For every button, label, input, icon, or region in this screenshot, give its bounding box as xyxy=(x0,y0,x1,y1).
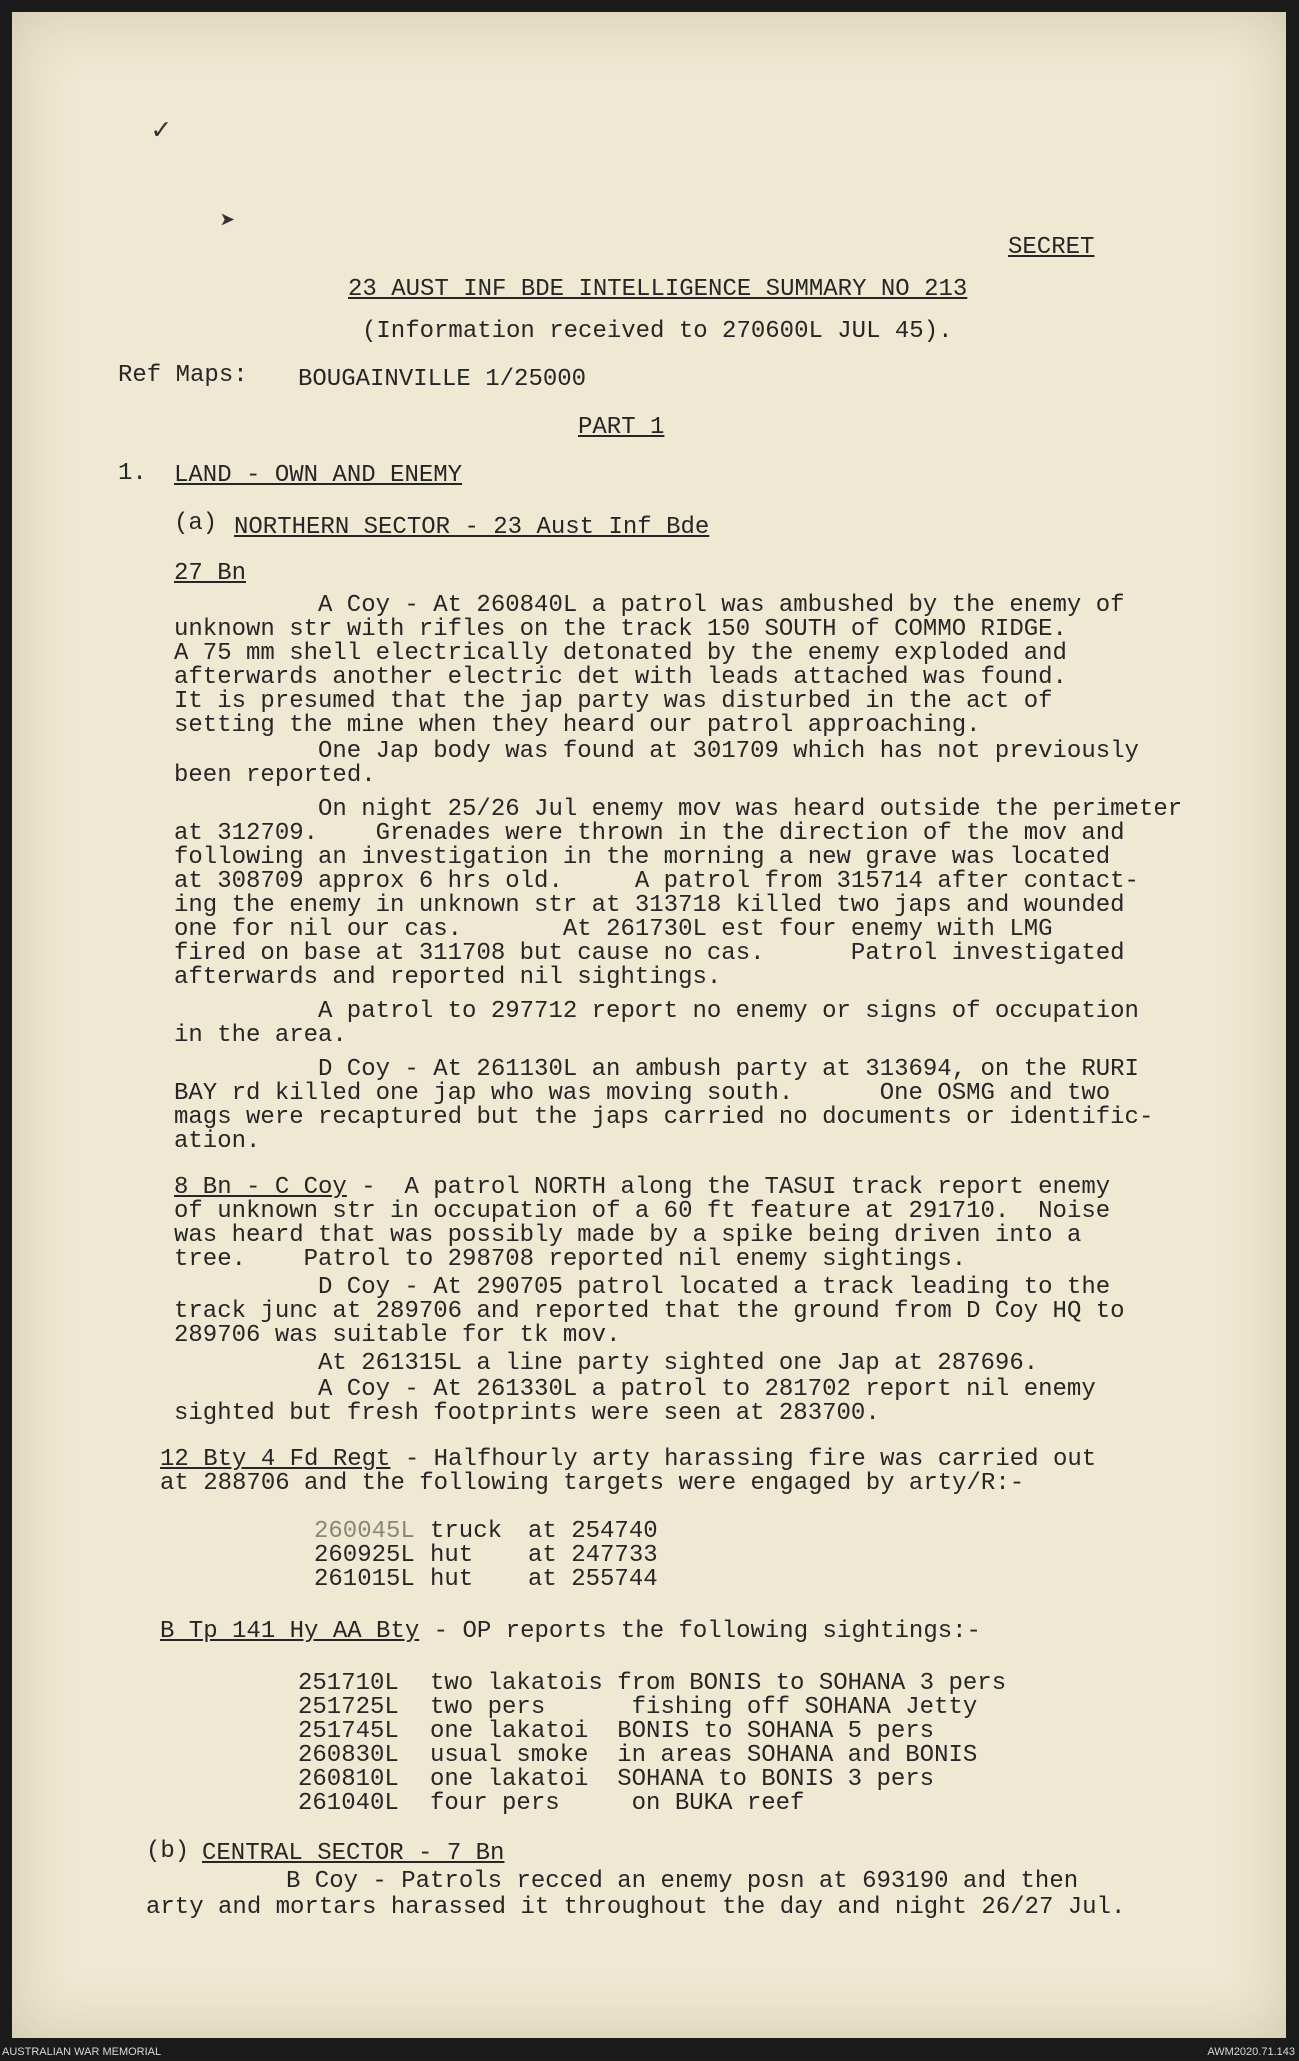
target-type: hut xyxy=(430,1566,474,1593)
bn8-dcoy-line: track junc at 289706 and reported that the ground from D Coy HQ to xyxy=(174,1298,1125,1325)
target-location: at 255744 xyxy=(528,1566,658,1593)
bn27-para3-line: fired on base at 311708 but cause no cas. Patrol investigated xyxy=(174,940,1125,967)
bn8-acoy-line: sighted but fresh footprints were seen at 283700. xyxy=(174,1400,880,1427)
bn27-para1-line: afterwards another electric det with leads attached was found. xyxy=(174,664,1067,691)
bn27-para1-line: unknown str with rifles on the track 150 SOUTH of COMMO RIDGE. xyxy=(174,616,1067,643)
document-title: 23 AUST INF BDE INTELLIGENCE SUMMARY NO 213 xyxy=(348,276,968,303)
target-time: 260045L xyxy=(314,1518,415,1545)
bn8-acoy-line: A Coy - At 261330L a patrol to 281702 report nil enemy xyxy=(318,1376,1096,1403)
bn27-para4-line: in the area. xyxy=(174,1022,347,1049)
bn27-para3-line: following an investigation in the morning a new grave was located xyxy=(174,844,1111,871)
bn27-para3-line: ing the enemy in unknown str at 313718 killed two japs and wounded xyxy=(174,892,1125,919)
ref-maps-label: Ref Maps: xyxy=(118,362,248,389)
bn8-first-line xyxy=(174,1176,1110,1200)
part-heading: PART 1 xyxy=(578,414,665,441)
sighting-time: 260810L xyxy=(298,1766,399,1793)
bn27-para1-line: setting the mine when they heard our patrol approaching. xyxy=(174,712,981,739)
target-time: 261015L xyxy=(314,1566,415,1593)
bty12-line2: at 288706 and the following targets were engaged by arty/R:- xyxy=(160,1470,1025,1497)
section-number: 1. xyxy=(118,460,147,487)
bn27-para5-line: mags were recaptured but the japs carried no documents or identific- xyxy=(174,1104,1154,1131)
sighting-time: 261040L xyxy=(298,1790,399,1817)
bn27-para2-line: been reported. xyxy=(174,762,376,789)
bn27-para5-line: BAY rd killed one jap who was moving south. One OSMG and two xyxy=(174,1080,1111,1107)
bn27-para1-line: A Coy - At 260840L a patrol was ambushed by the enemy of xyxy=(318,592,1125,619)
bn8-line-party: At 261315L a line party sighted one Jap at 287696. xyxy=(318,1350,1039,1377)
sighting-time: 251710L xyxy=(298,1670,399,1697)
document-page xyxy=(12,12,1286,2038)
bn27-para1-line: It is presumed that the jap party was disturbed in the act of xyxy=(174,688,1053,715)
classification-marking: SECRET xyxy=(1008,234,1095,261)
target-type: hut xyxy=(430,1542,474,1569)
bn27-para5-line: D Coy - At 261130L an ambush party at 313694, on the RURI xyxy=(318,1056,1139,1083)
target-location: at 247733 xyxy=(528,1542,658,1569)
bn8-dcoy-line: 289706 was suitable for tk mov. xyxy=(174,1322,621,1349)
btp141-first-line xyxy=(160,1620,981,1644)
subsection-a-heading: NORTHERN SECTOR - 23 Aust Inf Bde xyxy=(234,514,710,541)
sighting-text: one lakatoi BONIS to SOHANA 5 pers xyxy=(430,1718,935,1745)
bty12-line1-rest: - Halfhourly arty harassing fire was carried out xyxy=(390,1446,1097,1473)
pencil-arrow-mark: ➤ xyxy=(220,207,236,237)
sighting-time: 251725L xyxy=(298,1694,399,1721)
target-type: truck xyxy=(430,1518,503,1545)
ref-maps-value: BOUGAINVILLE 1/25000 xyxy=(298,366,587,393)
subsection-a-prefix: (a) xyxy=(174,510,218,537)
sighting-time: 251745L xyxy=(298,1718,399,1745)
bn8-line1-rest: - A patrol NORTH along the TASUI track report enemy xyxy=(346,1174,1111,1201)
footer-accession: AWM2020.71.143 xyxy=(1207,2046,1295,2058)
bn27-para2-line: One Jap body was found at 301709 which has not previously xyxy=(318,738,1139,765)
bn27-para3-line: one for nil our cas. At 261730L est four enemy with LMG xyxy=(174,916,1053,943)
sighting-text: usual smoke in areas SOHANA and BONIS xyxy=(430,1742,978,1769)
footer-source: AUSTRALIAN WAR MEMORIAL xyxy=(2,2046,162,2058)
sighting-text: one lakatoi SOHANA to BONIS 3 pers xyxy=(430,1766,935,1793)
bn27-para3-line: at 308709 approx 6 hrs old. A patrol from 315714 after contact- xyxy=(174,868,1139,895)
btp141-line1-rest: - OP reports the following sightings:- xyxy=(419,1618,981,1645)
sighting-text: four pers on BUKA reef xyxy=(430,1790,805,1817)
sighting-text: two lakatois from BONIS to SOHANA 3 pers xyxy=(430,1670,1007,1697)
bn27-para4-line: A patrol to 297712 report no enemy or signs of occupation xyxy=(318,998,1139,1025)
bn27-heading: 27 Bn xyxy=(174,560,247,587)
central-line: B Coy - Patrols recced an enemy posn at 693190 and then xyxy=(286,1868,1079,1895)
bn8-dcoy-line: D Coy - At 290705 patrol located a track leading to the xyxy=(318,1274,1111,1301)
info-received-line: (Information received to 270600L JUL 45). xyxy=(362,318,953,345)
bty12-first-line xyxy=(160,1448,1096,1472)
central-line: arty and mortars harassed it throughout the day and night 26/27 Jul. xyxy=(146,1894,1126,1921)
sighting-text: two pers fishing off SOHANA Jetty xyxy=(430,1694,978,1721)
target-time: 260925L xyxy=(314,1542,415,1569)
sighting-time: 260830L xyxy=(298,1742,399,1769)
bn8-heading: 8 Bn - C Coy xyxy=(174,1174,347,1201)
bn27-para3-line: afterwards and reported nil sightings. xyxy=(174,964,722,991)
subsection-b-prefix: (b) xyxy=(146,1838,190,1865)
bn27-para3-line: On night 25/26 Jul enemy mov was heard outside the perimeter xyxy=(318,796,1183,823)
pencil-tick-mark: ✓ xyxy=(152,115,171,149)
bn27-para3-line: at 312709. Grenades were thrown in the direction of the mov and xyxy=(174,820,1125,847)
section-heading: LAND - OWN AND ENEMY xyxy=(174,462,463,489)
subsection-b-heading: CENTRAL SECTOR - 7 Bn xyxy=(202,1840,505,1867)
bn8-line: tree. Patrol to 298708 reported nil enemy sightings. xyxy=(174,1246,967,1273)
bn8-line: of unknown str in occupation of a 60 ft feature at 291710. Noise xyxy=(174,1198,1111,1225)
bty12-heading: 12 Bty 4 Fd Regt xyxy=(160,1446,391,1473)
bn27-para1-line: A 75 mm shell electrically detonated by the enemy exploded and xyxy=(174,640,1067,667)
btp141-heading: B Tp 141 Hy AA Bty xyxy=(160,1618,420,1645)
bn27-para5-line: ation. xyxy=(174,1128,261,1155)
bn8-line: was heard that was possibly made by a spike being driven into a xyxy=(174,1222,1082,1249)
target-location: at 254740 xyxy=(528,1518,658,1545)
